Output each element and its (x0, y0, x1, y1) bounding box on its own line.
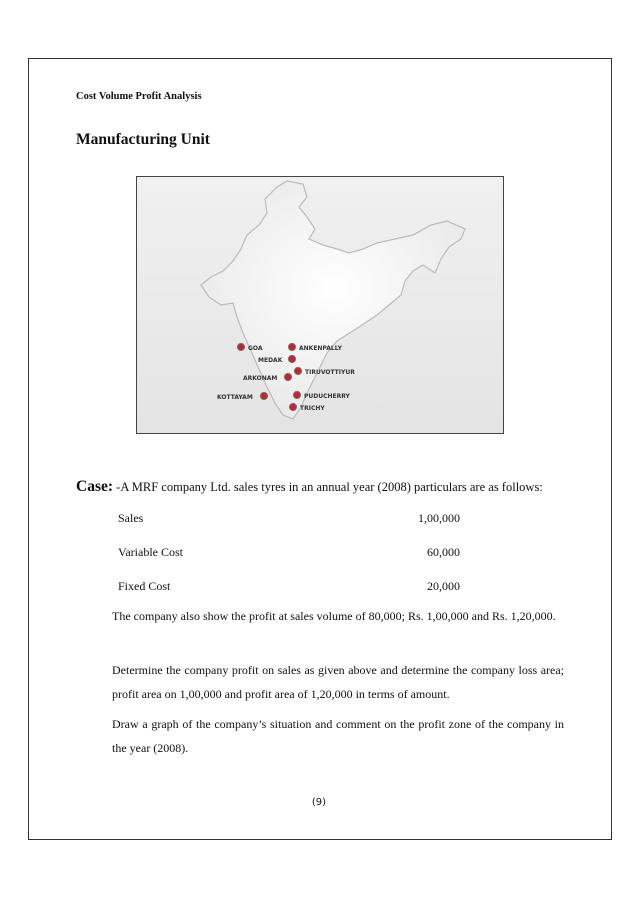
case-label: Case: (76, 478, 114, 495)
label-goa: GOA (248, 345, 263, 352)
paragraph-determine: Determine the company profit on sales as given above and determine the company loss area; profit area on 1,00,000 and profit area of 1,20,000 in terms of amount. (112, 663, 564, 701)
particular-row-variable-cost (118, 545, 460, 560)
label-arkonam: ARKONAM (243, 375, 278, 382)
section-heading: Manufacturing Unit (76, 131, 210, 148)
label-medak: MEDAK (258, 357, 283, 364)
paragraph-profit-volumes: The company also show the profit at sales volume of 80,000; Rs. 1,00,000 and Rs. 1,20,000. (112, 609, 556, 623)
label-kottayam: KOTTAYAM (217, 394, 253, 401)
running-header: Cost Volume Profit Analysis (76, 91, 202, 102)
marker-puducherry (293, 391, 300, 398)
particular-label: Variable Cost (118, 545, 183, 559)
page-number: (9) (311, 797, 327, 808)
case-text: -A MRF company Ltd. sales tyres in an annual year (2008) particulars are as follows: (116, 480, 543, 494)
label-puducherry: PUDUCHERRY (304, 393, 350, 400)
particular-label: Sales (118, 511, 144, 525)
particular-label: Fixed Cost (118, 579, 171, 593)
paragraph-graph: Draw a graph of the company’s situation and comment on the profit zone of the company in the year (2008). (112, 717, 564, 755)
label-trichy: TRICHY (300, 405, 325, 412)
particular-row-fixed-cost (118, 579, 460, 594)
label-tiruvottiyur: TIRUVOTTIYUR (305, 369, 355, 376)
marker-arkonam (284, 373, 291, 380)
india-outline (201, 181, 465, 419)
marker-tiruvottiyur (294, 367, 301, 374)
marker-kottayam (260, 392, 267, 399)
marker-medak (288, 355, 295, 362)
particular-value: 60,000 (427, 545, 460, 559)
marker-trichy (289, 403, 296, 410)
particular-value: 20,000 (427, 579, 460, 593)
marker-ankenpally (288, 343, 295, 350)
india-map-figure (136, 176, 504, 434)
particular-value: 1,00,000 (418, 511, 460, 525)
india-map (137, 177, 505, 435)
particular-row-sales (118, 511, 460, 526)
label-ankenpally: ANKENPALLY (299, 345, 342, 352)
marker-goa (237, 343, 244, 350)
case-statement (76, 478, 543, 496)
